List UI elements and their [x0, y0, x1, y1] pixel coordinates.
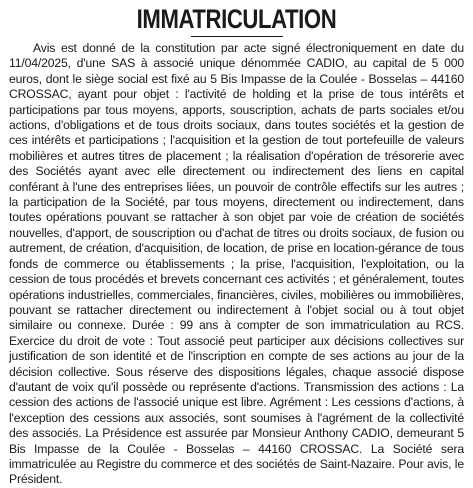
title-underline: [191, 36, 283, 37]
notice-body: Avis est donné de la constitution par acte signé électroniquement en date du 11/04/2025, d'une SAS à associé unique dénommée CADIO, au capital de 5 000 euros, dont le siège social est fixé au 5 Bis Impasse de la Coulée - Bosselas – 44160 CROSSAC, ayant pour objet : l'activité de holding et la prise de tous intérêts et participations par tous moyens, apports, souscription, achats de parts sociales et/ou actions, d'obligations et de tous droits sociaux, dans toutes sociétés et la gestion de ces intérêts et participations ; l'acquisition et la gestion de tout portefeuille de valeurs mobilières et autres titres de placement ; la réalisation d'opération de trésorerie avec des Sociétés ayant avec elle directement ou indirectement des liens en capital conférant à l'une des entreprises liées, un pouvoir de contrôle effectifs sur les autres ; la participation de la Société, par tous moyens, directement ou indirectement, dans toutes opérations pouvant se rattacher à son objet par voie de création de sociétés nouvelles, d'apport, de souscription ou d'achat de titres ou droits sociaux, de fusion ou autrement, de création, d'acquisition, de location, de prise en location-gérance de tous fonds de commerce ou établissements ; la prise, l'acquisition, l'exploitation, ou la cession de tous procédés et brevets concernant ces activités ; et généralement, toutes opérations industrielles, commerciales, financières, civiles, mobilières ou immobilières, pouvant se rattacher directement ou indirectement à l'objet social ou à tout objet similaire ou connexe. Durée : 99 ans à compter de son immatriculation au RCS. Exercice du droit de vote : Tout associé peut participer aux décisions collectives sur justification de son identité et de l'inscription en compte de ses actions au jour de la décision collective. Sous réserve des dispositions légales, chaque associé dispose d'autant de voix qu'il possède ou représente d'actions. Transmission des actions : La cession des actions de l'associé unique est libre. Agrément : Les cessions d'actions, à l'exception des cessions aux associés, sont soumises à l'agrément de la collectivité des associés. La Présidence est assurée par Monsieur Anthony CADIO, demeurant 5 Bis Impasse de la Coulée - Bosselas – 44160 CROSSAC. La Société sera immatriculée au Registre du commerce et des sociétés de Saint-Nazaire. Pour avis, le Président.: [9, 41, 464, 487]
notice-title: IMMATRICULATION: [136, 4, 337, 34]
